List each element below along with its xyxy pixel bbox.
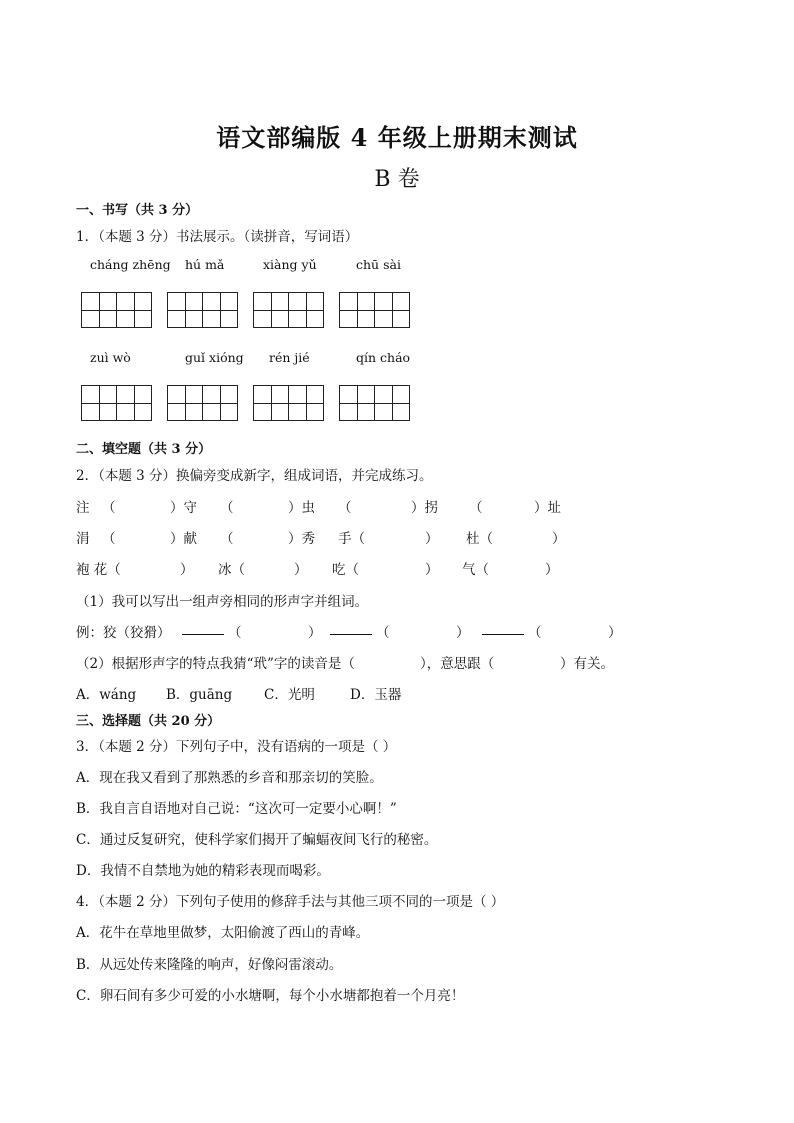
pinyin-1: cháng zhēng: [90, 257, 171, 272]
paren: ）: [552, 531, 566, 547]
writing-grid-7[interactable]: [253, 385, 322, 421]
char-cell: 注: [76, 500, 90, 516]
char-cell: 涓: [76, 531, 90, 547]
section-heading-fill: 二、填空题（共 3 分）: [76, 442, 212, 457]
question-4: 4．（本题 2 分）下列句子使用的修辞手法与其他三项不同的一项是（ ）: [76, 894, 505, 910]
page-title: 语文部编版 4 年级上册期末测试: [216, 123, 578, 152]
section-heading-choice: 三、选择题（共 20 分）: [76, 714, 221, 729]
paren: ）: [425, 531, 439, 547]
writing-grid-2[interactable]: [167, 292, 236, 328]
paren: （: [228, 625, 242, 641]
writing-grid-1[interactable]: [81, 292, 150, 328]
pinyin-8: qín cháo: [356, 350, 411, 365]
option-a[interactable]: A．wáng: [76, 687, 137, 703]
paren: ）: [294, 562, 308, 578]
pinyin-5: zuì wò: [90, 350, 131, 365]
option-b[interactable]: B．guāng: [166, 687, 233, 703]
q4-option-c[interactable]: C．卵石间有多少可爱的小水塘啊，每个小水塘都抱着一个月亮！: [76, 988, 465, 1004]
paren: ）: [545, 562, 559, 578]
example-label: 例：狡（狡猾）: [76, 625, 171, 641]
pinyin-2: hú mǎ: [185, 257, 225, 272]
paren: （: [102, 531, 116, 547]
sub-question-1: （1）我可以写出一组声旁相同的形声字并组词。: [76, 594, 369, 610]
paren: ）: [456, 625, 470, 641]
writing-grid-6[interactable]: [167, 385, 236, 421]
char-cell: ）虫: [288, 500, 315, 516]
option-c[interactable]: C．光明: [264, 687, 315, 703]
paren: （: [469, 500, 483, 516]
paren: （: [220, 531, 234, 547]
question-2: 2．（本题 3 分）换偏旁变成新字，组成词语，并完成练习。: [76, 468, 433, 484]
char-cell: 吃（: [332, 562, 359, 578]
q3-option-d[interactable]: D．我情不自禁地为她的精彩表现而喝彩。: [76, 863, 330, 879]
char-cell: 冰（: [218, 562, 245, 578]
pinyin-4: chū sài: [356, 257, 401, 272]
paren: （: [338, 500, 352, 516]
pinyin-6: guǐ xióng: [185, 350, 244, 365]
sub-question-2-mid: ），意思跟（: [420, 656, 495, 672]
paren: （: [102, 500, 116, 516]
char-cell: ）秀: [288, 531, 315, 547]
char-cell: ）址: [534, 500, 561, 516]
answer-blank[interactable]: [182, 622, 224, 635]
writing-grid-3[interactable]: [253, 292, 322, 328]
q3-option-b[interactable]: B．我自言自语地对自己说：“这次可一定要小心啊！”: [76, 801, 397, 817]
paren: （: [220, 500, 234, 516]
q4-option-a[interactable]: A．花牛在草地里做梦，太阳偷渡了西山的青峰。: [76, 925, 370, 941]
q3-option-a[interactable]: A．现在我又看到了那熟悉的乡音和那亲切的笑脸。: [76, 770, 383, 786]
char-cell: 杜（: [466, 531, 493, 547]
paren: （: [376, 625, 390, 641]
writing-grid-5[interactable]: [81, 385, 150, 421]
option-d[interactable]: D．玉器: [350, 687, 402, 703]
pinyin-7: rén jié: [269, 350, 310, 365]
paren: ）: [308, 625, 322, 641]
page-subtitle: B 卷: [374, 167, 420, 192]
q3-option-c[interactable]: C．通过反复研究，使科学家们揭开了蝙蝠夜间飞行的秘密。: [76, 832, 438, 848]
paren: ）: [180, 562, 194, 578]
paren: （: [528, 625, 542, 641]
char-cell: 手（: [338, 531, 365, 547]
answer-blank[interactable]: [330, 622, 372, 635]
char-cell: ）献: [170, 531, 197, 547]
char-cell: ）守: [170, 500, 197, 516]
char-cell: 气（: [462, 562, 489, 578]
writing-grid-4[interactable]: [339, 292, 408, 328]
paren: ）: [608, 625, 622, 641]
pinyin-3: xiàng yǔ: [263, 257, 317, 272]
paren: ）: [425, 562, 439, 578]
char-cell: ）拐: [411, 500, 438, 516]
sub-question-2: （2）根据形声字的特点我猜“玳”字的读音是（: [76, 656, 355, 672]
question-1: 1．（本题 3 分）书法展示。（读拼音，写词语）: [76, 229, 359, 245]
char-cell: 袍 花（: [76, 562, 121, 578]
writing-grid-8[interactable]: [339, 385, 408, 421]
question-3: 3．（本题 2 分）下列句子中，没有语病的一项是（ ）: [76, 739, 397, 755]
answer-blank[interactable]: [482, 622, 524, 635]
section-heading-writing: 一、书写（共 3 分）: [76, 203, 199, 218]
sub-question-2-end: ）有关。: [560, 656, 614, 672]
q4-option-b[interactable]: B．从远处传来隆隆的响声，好像闷雷滚动。: [76, 957, 343, 973]
